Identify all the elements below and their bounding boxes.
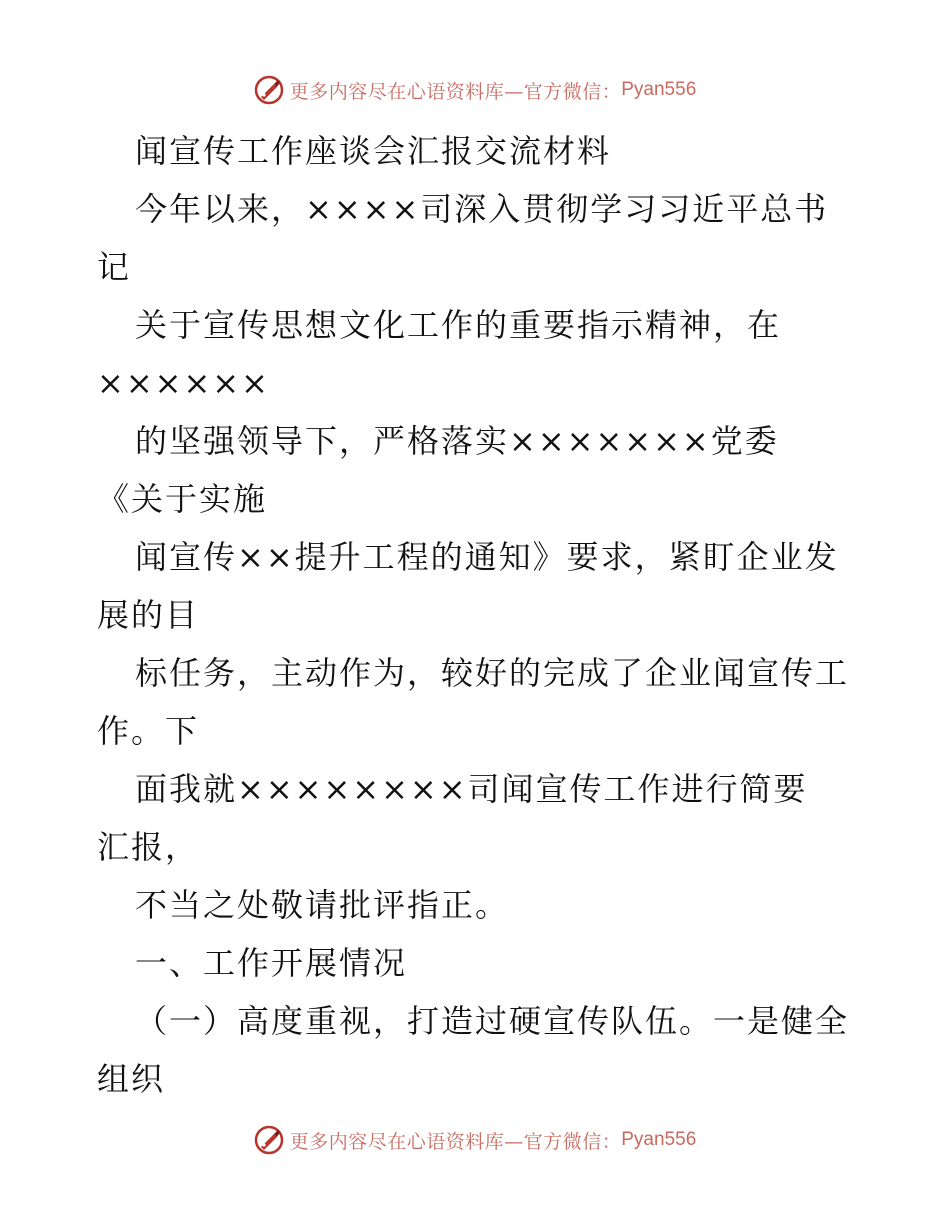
paragraph-line: 展的目 — [97, 596, 200, 634]
paragraph-line: 关于宣传思想文化工作的重要指示精神，在 — [135, 306, 782, 344]
paragraph-line: 汇报， — [97, 828, 200, 866]
paragraph-line: 闻宣传××提升工程的通知》要求，紧盯企业发 — [135, 538, 839, 576]
banner-text: 更多内容尽在心语资料库—官方微信： — [289, 80, 622, 103]
paragraph-line: 不当之处敬请批评指正。 — [135, 886, 510, 924]
pen-logo-icon — [254, 75, 284, 105]
banner-wechat-id: Pyan556 — [621, 1129, 697, 1150]
pen-logo-icon — [254, 1125, 284, 1155]
paragraph-line: 的坚强领导下，严格落实×××××××党委 — [135, 422, 779, 460]
paragraph-line: 今年以来，××××司深入贯彻学习习近平总书 — [135, 190, 829, 228]
subsection-line: （一）高度重视，打造过硬宣传队伍。一是健全 — [135, 1002, 850, 1040]
paragraph-line: 《关于实施 — [97, 480, 268, 518]
header-watermark — [0, 70, 950, 110]
title-line: 闻宣传工作座谈会汇报交流材料 — [135, 132, 612, 170]
footer-watermark — [0, 1120, 950, 1160]
section-heading: 一、工作开展情况 — [135, 944, 408, 982]
paragraph-line: ×××××× — [97, 364, 270, 402]
paragraph-line: 标任务，主动作为，较好的完成了企业闻宣传工 — [135, 654, 850, 692]
paragraph-line: 作。下 — [97, 712, 200, 750]
banner-text: 更多内容尽在心语资料库—官方微信： — [289, 1130, 622, 1153]
paragraph-line: 记 — [97, 248, 132, 286]
paragraph-line: 组织 — [97, 1060, 166, 1098]
document-body — [97, 122, 857, 1108]
banner-wechat-id: Pyan556 — [621, 79, 697, 100]
paragraph-line: 面我就××××××××司闻宣传工作进行简要 — [135, 770, 808, 808]
